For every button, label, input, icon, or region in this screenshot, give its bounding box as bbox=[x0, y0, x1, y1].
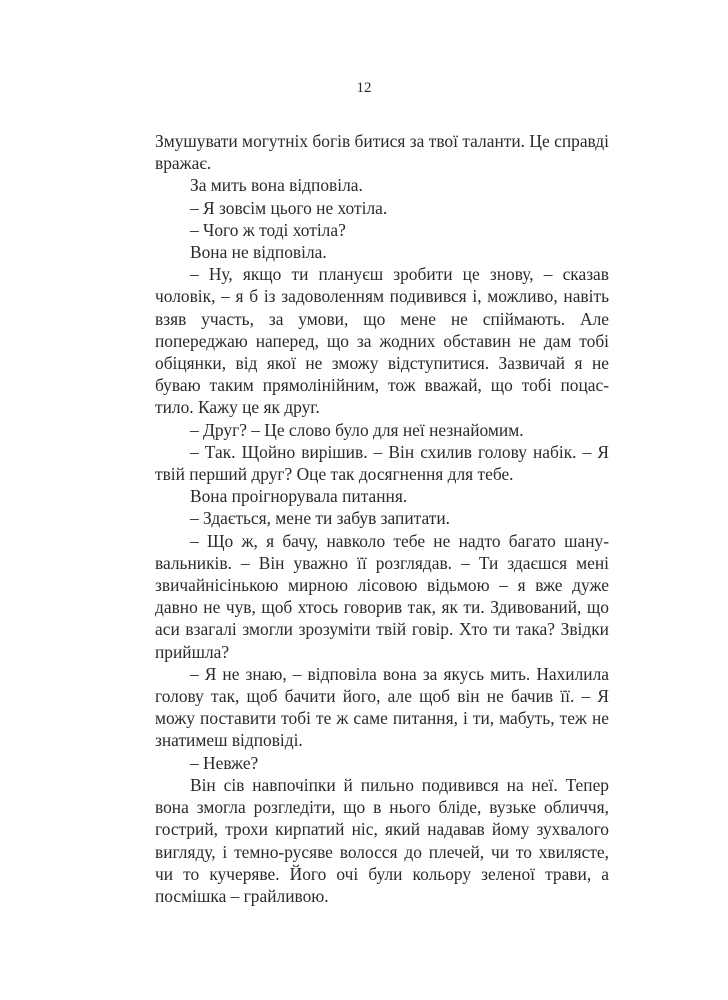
paragraph: – Невже? bbox=[190, 752, 259, 773]
paragraph: – Я не знаю, – відповіла вона за якусь мить. Нахилила голову так, щоб бачити його, але щоб він не бачив її. – Я можу поставити тобі те ж саме питання, і ти, мабуть, теж не знатимеш відповіді. bbox=[155, 663, 609, 751]
paragraph: – Я зовсім цього не хотіла. bbox=[190, 197, 388, 218]
paragraph: Вона не відповіла. bbox=[190, 242, 327, 263]
paragraph: – Ну, якщо ти плануєш зробити це знову, – сказав чоловік, – я б із задоволенням подивився і, можливо, навіть взяв участь, за умови, що мене не спіймають. Але попереджаю наперед, що за жодних обставин не дам тобі обіцянки, від якої не зможу відступитися. Зазвичай я не буваю таким прямолінійним, тож вважай, що тобі поцастило. Кажу це як друг. bbox=[155, 264, 609, 418]
paragraph: Вона проігнорувала питання. bbox=[190, 486, 408, 507]
paragraph: – Здається, мене ти забув запитати. bbox=[190, 508, 450, 529]
body-text bbox=[155, 130, 609, 907]
paragraph: За мить вона відповіла. bbox=[190, 175, 363, 196]
paragraph: – Так. Щойно вирішив. – Він схилив голову набік. – Я твій перший друг? Оце так досягнення для тебе. bbox=[155, 441, 609, 485]
paragraph: Змушувати могутніх богів битися за твої таланти. Це справді вражає. bbox=[155, 131, 609, 174]
paragraph: Він сів навпочіпки й пильно подивився на неї. Тепер вона змогла розгледіти, що в нього бліде, вузьке обличчя, гострий, трохи кирпатий ніс, який надавав йому зухвалого вигляду, і темно-русяве волосся до плечей, чи то хвилясте, чи то кучеряве. Його очі були кольору зеленої трави, а посмішка – грайливою. bbox=[155, 774, 609, 906]
paragraph: – Друг? – Це слово було для неї незнайомим. bbox=[190, 419, 524, 440]
paragraph: – Що ж, я бачу, навколо тебе не надто багато шанувальників. – Він уважно її розглядав. – Ти здаєшся мені звичайнісінькою мирною лісовою відьмою – я вже дуже давно не чув, щоб хтось говорив так, як ти. Здивований, що аси взагалі змогли зрозуміти твій говір. Хто ти така? Звідки прийшла? bbox=[155, 530, 609, 662]
paragraph: – Чого ж тоді хотіла? bbox=[190, 219, 346, 240]
page-number: 12 bbox=[356, 80, 372, 96]
